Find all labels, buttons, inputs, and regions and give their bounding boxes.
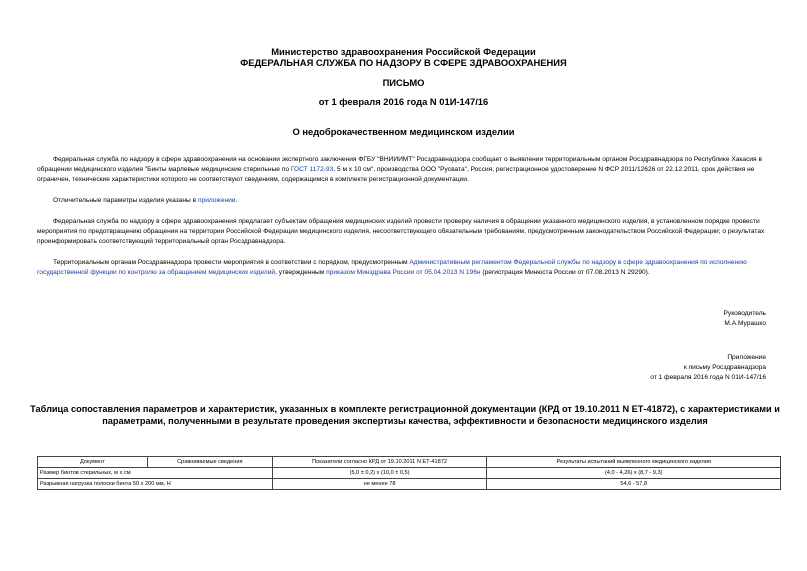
gost-link[interactable]: ГОСТ 1172-93 [290, 166, 334, 174]
paragraph-4-block [37, 258, 781, 278]
paragraph-2 [37, 196, 781, 206]
header-krd-values: Показатели согласно КРД от 19.10.2011 N ЕТ-41872 [272, 457, 487, 468]
header-document: Документ [38, 457, 148, 468]
row-test-value: (4,0 - 4,26) х (8,7 - 9,3) [487, 468, 781, 479]
paragraph-1-text-end: , 5 м х 10 см", производства ООО "Русвата", Россия, регистрационное удостоверение N ФСР 2011/12626 от 22.12.2011, срок действия не ограничен, технические характеристики которого не соответствуют сведениям, содержащимся в комплекте регистрационной документации. [37, 166, 755, 184]
paragraph-2-text: Отличительные параметры изделия указаны в [53, 197, 198, 204]
row-parameter: Размер бинтов стерильных, м х см [38, 468, 273, 479]
row-parameter: Разрывная нагрузка полоски бинта 50 х 200 мм, Н [38, 479, 273, 490]
header-compared-info: Сравниваемые сведения [147, 457, 272, 468]
document-subject: О недоброкачественном медицинском изделии [292, 126, 515, 137]
row-krd-value: (5,0 ± 0,2) х (10,0 ± 0,5) [272, 468, 487, 479]
signature-name: М.А.Мурашко [724, 320, 766, 327]
signature-block [724, 309, 766, 329]
header-test-results: Результаты испытаний выявленного медицинского изделия [487, 457, 781, 468]
paragraph-4-text-mid: , утвержденным [275, 269, 327, 277]
paragraph-4-text: Территориальным органам Росздравнадзора провести мероприятия в соответствии с порядком, предусмотренным [53, 259, 410, 266]
document-date-number: от 1 февраля 2016 года N 01И-147/16 [318, 96, 489, 107]
table-header-row [38, 457, 781, 468]
order-link[interactable]: приказом Минздрава России от 05.04.2013 N 196н [326, 269, 481, 277]
regulation-link[interactable]: Административным регламентом Федеральной службы по надзору в сфере здравоохранения по исполнению государственной функции по контролю за обращением медицинских изделий [37, 259, 747, 277]
appendix-line-3: от 1 февраля 2016 года N 01И-147/16 [650, 374, 766, 381]
table-row [38, 468, 781, 479]
row-krd-value: не менее 78 [272, 479, 487, 490]
paragraph-4-text-end: (регистрация Минюста России от 07.08.2013 N 29290). [480, 269, 650, 277]
paragraph-1 [37, 155, 781, 185]
appendix-label: Приложение [727, 354, 766, 361]
table-title: Таблица сопоставления параметров и характеристик, указанных в комплекте регистрационной документации (КРД от 19.10.2011 N ЕТ-41872), с характеристиками и параметрами, полученными в результате проведения экспертизы качества, эффективности и безопасности медицинского изделия [30, 404, 780, 426]
document-type: ПИСЬМО [382, 77, 425, 88]
paragraph-3: Федеральная служба по надзору в сфере здравоохранения предлагает субъектам обращения медицинских изделий провести проверку наличия в обращении указанного медицинского изделия, в установленном порядке провести мероприятия по предотвращению обращения на территории Российской Федерации медицинского изделия, несоответствующего обязательным требованиям, предусмотренным законодательством Российской Федерации; о результатах проинформировать соответствующий территориальный орган Росздравнадзора. [37, 218, 765, 246]
table-row [38, 479, 781, 490]
appendix-link[interactable]: приложении [197, 197, 236, 204]
appendix-block [650, 353, 766, 383]
ministry-name: Министерство здравоохранения Российской Федерации [271, 46, 536, 57]
paragraph-4 [37, 258, 781, 278]
appendix-line-2: к письму Росздравнадзора [683, 364, 766, 371]
paragraph-2-block [37, 196, 781, 206]
row-test-value: 54,6 - 57,8 [487, 479, 781, 490]
paragraph-1-text: Федеральная служба по надзору в сфере здравоохранения на основании экспертного заключения ФГБУ "ВНИИИМТ" Росздравнадзора сообщает о выявлении территориальным органом Росздравнадзора по Республике Хакасия в обращении медицинского изделия "Бинты марлевые медицинские стерильные по [37, 156, 762, 174]
paragraph-3-block [37, 217, 781, 247]
signature-position: Руководитель [723, 310, 766, 317]
letter-body [37, 155, 781, 185]
paragraph-2-end: . [235, 197, 238, 204]
comparison-table [37, 456, 781, 490]
service-name: ФЕДЕРАЛЬНАЯ СЛУЖБА ПО НАДЗОРУ В СФЕРЕ ЗДРАВООХРАНЕНИЯ [240, 57, 567, 68]
